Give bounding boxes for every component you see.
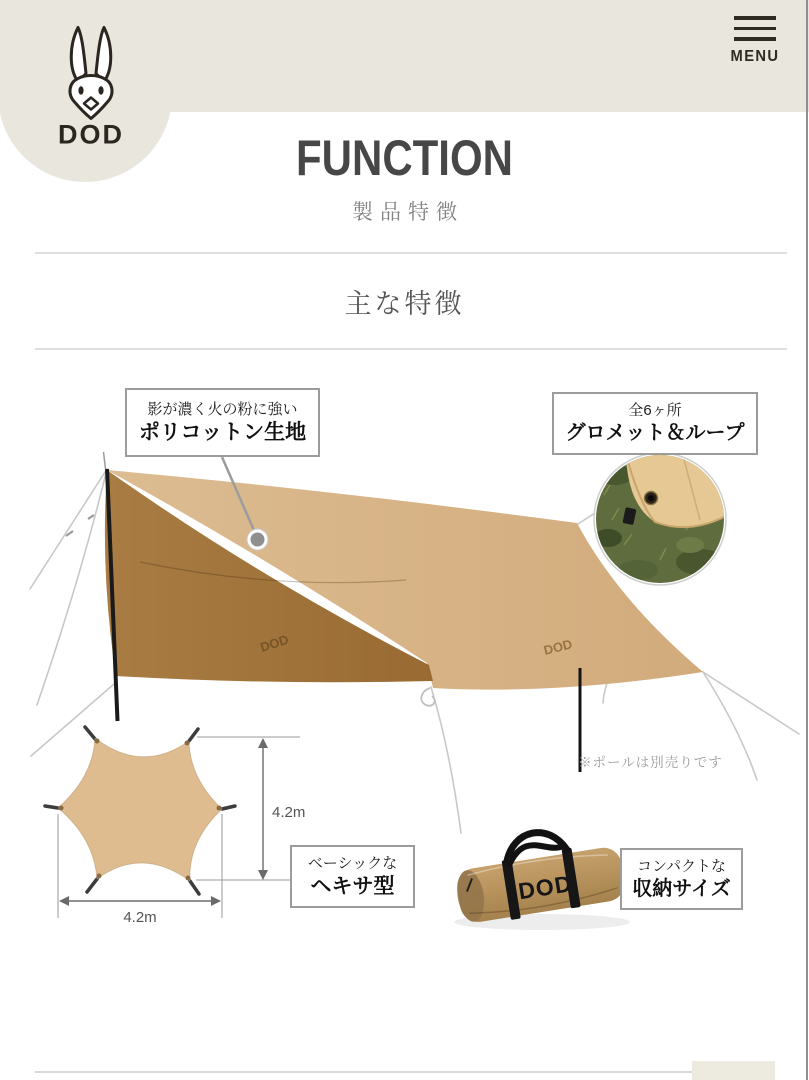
grommet-photo bbox=[594, 450, 728, 587]
pole-sold-separately-note: ※ポールは別売りです bbox=[578, 755, 723, 770]
callout-hexa-shape bbox=[290, 845, 415, 908]
brand-logo[interactable] bbox=[45, 20, 137, 148]
callout-grommet-loop bbox=[552, 392, 758, 455]
callout-dot bbox=[249, 531, 266, 548]
page-right-edge bbox=[806, 0, 808, 1080]
callout-line2: 収納サイズ bbox=[632, 877, 731, 900]
tarp-brand-print: DOD bbox=[542, 636, 574, 658]
floating-button[interactable] bbox=[692, 1061, 775, 1080]
menu-button[interactable] bbox=[720, 16, 790, 66]
hamburger-menu-icon bbox=[720, 16, 790, 41]
callout-line1: 影が濃く火の粉に強い bbox=[147, 401, 298, 418]
divider bbox=[35, 348, 787, 350]
rabbit-icon bbox=[70, 28, 112, 119]
height-dimension-label: 4.2m bbox=[272, 804, 306, 821]
bag-brand-print: DOD bbox=[516, 870, 575, 905]
callout-line2: ヘキサ型 bbox=[310, 875, 395, 898]
divider bbox=[35, 252, 787, 254]
carry-bag bbox=[450, 820, 630, 930]
page-title: FUNCTION bbox=[296, 130, 513, 186]
footer-divider bbox=[35, 1071, 692, 1073]
callout-polycotton-fabric bbox=[125, 388, 320, 457]
callout-line1: 全6ヶ所 bbox=[628, 402, 682, 419]
section-title: 主な特徴 bbox=[344, 289, 465, 319]
hexa-shape-diagram bbox=[45, 727, 235, 894]
rabbit-eye-left bbox=[78, 86, 83, 94]
pole-tip-spike bbox=[104, 452, 106, 469]
callout-line2: グロメット＆ループ bbox=[565, 422, 745, 444]
callout-storage-size bbox=[620, 848, 743, 910]
tarp-brand-print: DOD bbox=[258, 631, 291, 655]
page-subtitle: 製品特徴 bbox=[352, 201, 464, 224]
callout-line2: ポリコットン生地 bbox=[138, 421, 307, 444]
callout-line1: ベーシックな bbox=[307, 855, 398, 872]
callout-line1: コンパクトな bbox=[637, 857, 726, 875]
width-dimension-label: 4.2m bbox=[123, 909, 157, 926]
menu-label: MENU bbox=[730, 47, 780, 65]
rabbit-eye-right bbox=[98, 86, 103, 94]
brand-logo-text: DOD bbox=[58, 119, 124, 148]
